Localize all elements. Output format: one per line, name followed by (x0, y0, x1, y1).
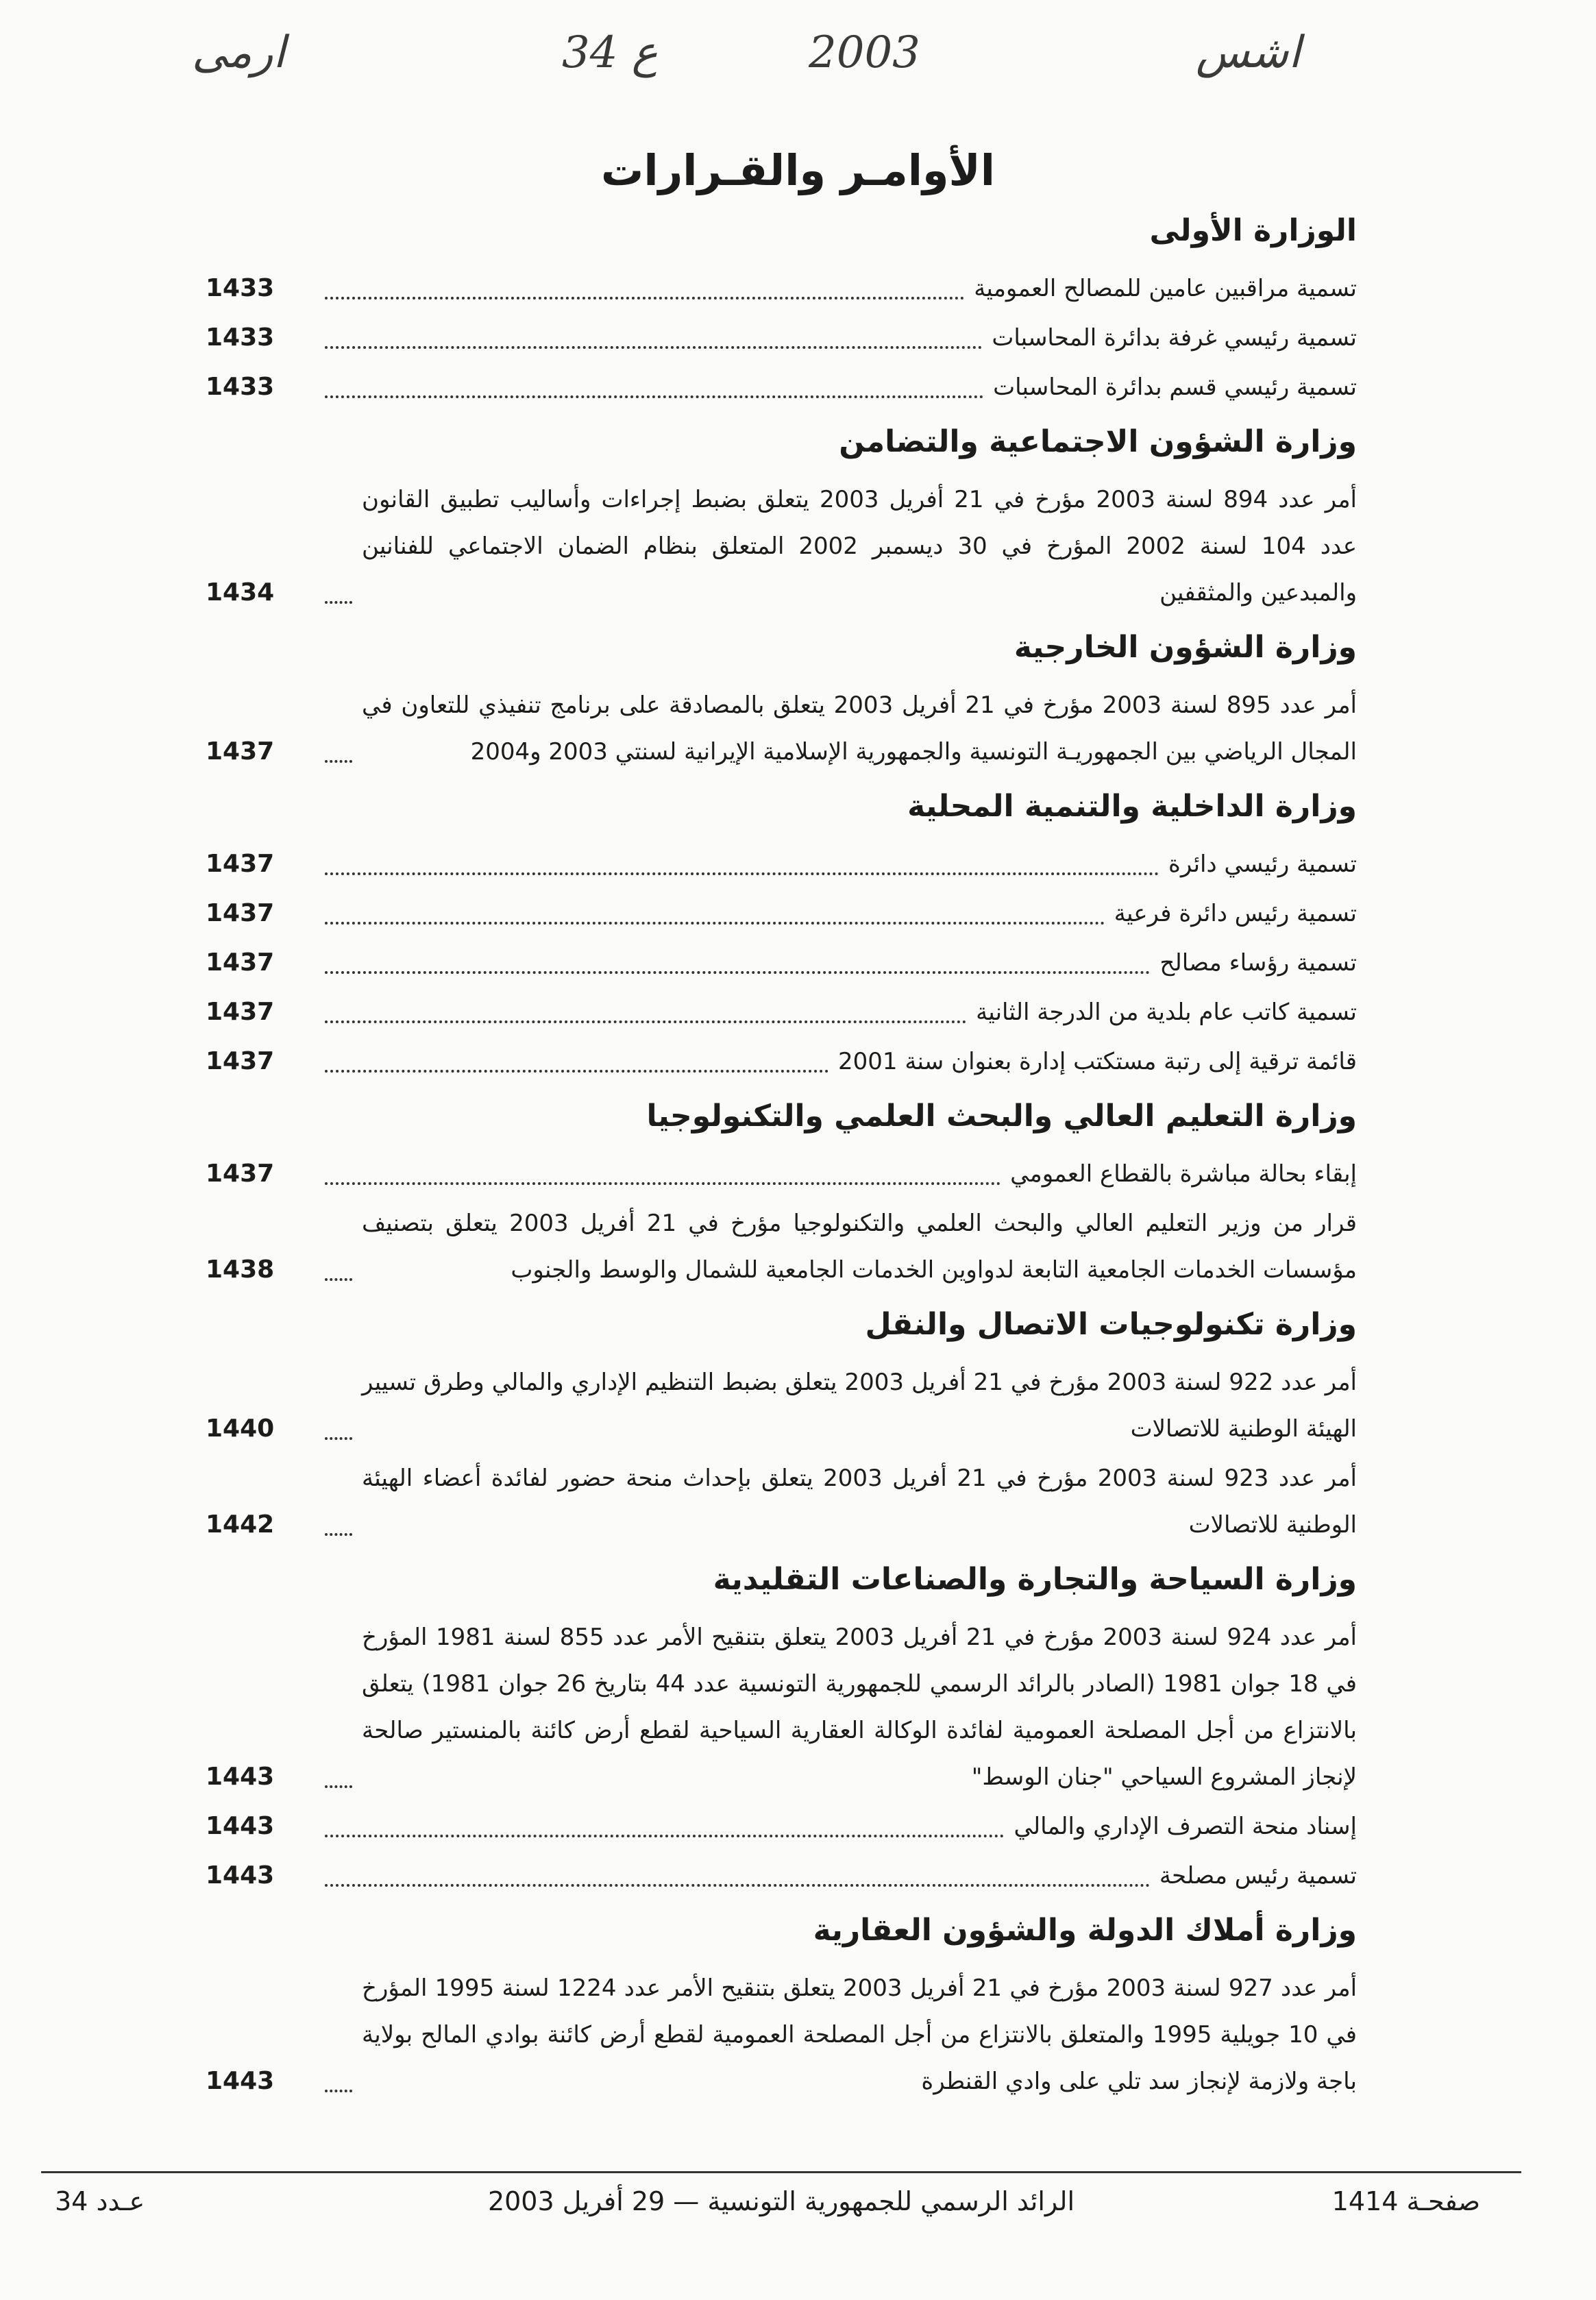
dot-leader (325, 1070, 828, 1073)
entry-text: أمر عدد 924 لسنة 2003 مؤرخ في 21 أفريل 2003 يتعلق بتنقيح الأمر عدد 855 لسنة 1981 المؤرخ في 18 جوان 1981 (الصادر بالرائد الرسمي للجمهورية التونسية عدد 44 بتاريخ 26 جوان 1981) يتعلق بالانتزاع من أجل المصلحة العمومية لفائدة الوكالة العقارية السياحية لقطع أرض كائنة بالمنستير صالحة لإنجاز المشروع السياحي "جنان الوسط" (362, 1624, 1358, 1791)
dot-leader (325, 760, 352, 763)
entry-page-number: 1433 (206, 373, 275, 401)
ministry-section (206, 1094, 1357, 1293)
toc-entry (206, 1151, 1357, 1197)
entry-page-number: 1443 (206, 1763, 275, 1791)
ministry-section (206, 1558, 1357, 1899)
entry-page-number: 1443 (206, 1861, 275, 1889)
toc-entry (206, 989, 1357, 1036)
entry-text: قائمة ترقية إلى رتبة مستكتب إدارة بعنوان سنة 2001 (837, 1048, 1357, 1075)
toc-entry (206, 1038, 1357, 1085)
dot-leader (325, 922, 1105, 925)
entry-text: أمر عدد 922 لسنة 2003 مؤرخ في 21 أفريل 2003 يتعلق بضبط التنظيم الإداري والمالي وطرق تسيير الهيئة الوطنية للاتصالات (362, 1369, 1357, 1443)
entry-text: أمر عدد 895 لسنة 2003 مؤرخ في 21 أفريل 2003 يتعلق بالمصادقة على برنامج تنفيذي للتعاون في المجال الرياضي بين الجمهوريـة التونسية والجمهورية الإسلامية الإيرانية لسنتي 2003 و2004 (362, 692, 1357, 766)
ministry-title: وزارة الشؤون الخارجية (1014, 630, 1357, 665)
ministry-section (206, 785, 1357, 1085)
dot-leader (325, 2090, 352, 2092)
entry-text: أمر عدد 894 لسنة 2003 مؤرخ في 21 أفريل 2003 يتعلق بضبط إجراءات وأساليب تطبيق القانون عدد 104 لسنة 2002 المؤرخ في 30 ديسمبر 2002 المتعلق بنظام الضمان الاجتماعي للفنانين والمبدعين والمثقفين (362, 486, 1357, 607)
ministry-section (206, 420, 1357, 616)
entry-page-number: 1442 (206, 1510, 275, 1539)
toc-entry (206, 265, 1357, 312)
dot-leader (325, 1835, 1004, 1837)
entry-page-number: 1437 (206, 949, 275, 977)
entry-page-number: 1443 (206, 1812, 275, 1840)
ministry-title: وزارة أملاك الدولة والشؤون العقارية (813, 1913, 1357, 1948)
entry-page-number: 1437 (206, 850, 275, 878)
ministry-title: وزارة تكنولوجيات الاتصال والنقل (865, 1307, 1357, 1342)
entry-text: قرار من وزير التعليم العالي والبحث العلمي والتكنولوجيا مؤرخ في 21 أفريل 2003 يتعلق بتصنيف مؤسسات الخدمات الجامعية التابعة لدواوين الخدمات الجامعية للشمال والوسط والجنوب (362, 1210, 1357, 1284)
entry-page-number: 1440 (206, 1415, 275, 1443)
ministry-section (206, 1909, 1357, 2105)
handwritten-note: ﺍﺭﻣﻰ (192, 27, 286, 78)
dot-leader (325, 395, 983, 398)
entry-page-number: 1437 (206, 998, 275, 1026)
entry-page-number: 1443 (206, 2067, 275, 2095)
toc-entry (206, 1614, 1357, 1800)
entry-page-number: 1438 (206, 1256, 275, 1284)
entry-page-number: 1437 (206, 1160, 275, 1188)
entry-text: أمر عدد 927 لسنة 2003 مؤرخ في 21 أفريل 2003 يتعلق بتنقيح الأمر عدد 1224 لسنة 1995 المؤرخ في 10 جويلية 1995 والمتعلق بالانتزاع من أجل المصلحة العمومية لقطع أرض كائنة بوادي المالح بولاية باجة ولازمة لإنجاز سد تلي على وادي القنطرة (362, 1974, 1358, 2095)
table-of-contents (206, 209, 1357, 2114)
toc-entry (206, 890, 1357, 937)
entry-page-number: 1437 (206, 1047, 275, 1075)
entry-text: تسمية رئيسي قسم بدائرة المحاسبات (993, 374, 1357, 401)
entry-text: إسناد منحة التصرف الإداري والمالي (1014, 1813, 1357, 1840)
dot-leader (325, 872, 1159, 875)
dot-leader (325, 971, 1150, 974)
dot-leader (325, 1182, 1000, 1185)
ministry-section (206, 626, 1357, 775)
entry-text: تسمية رؤساء مصالح (1159, 949, 1357, 977)
handwritten-note: ﺍﺷﺲ (1196, 27, 1301, 78)
page-title: الأوامـر والقـرارات (601, 145, 995, 195)
ministry-title: وزارة الشؤون الاجتماعية والتضامن (839, 424, 1357, 459)
dot-leader (325, 1437, 352, 1440)
issue-number: عـدد 34 (55, 2186, 145, 2216)
ministry-section (206, 1303, 1357, 1548)
toc-entry (206, 940, 1357, 986)
handwritten-note: 2003 (809, 27, 920, 78)
page-number: صفحـة 1414 (1331, 2186, 1480, 2216)
entry-text: تسمية مراقبين عامين للمصالح العمومية (974, 275, 1357, 302)
toc-entry (206, 1852, 1357, 1899)
toc-entry (206, 1455, 1357, 1548)
entry-page-number: 1434 (206, 578, 275, 607)
entry-text: تسمية رئيسي دائرة (1168, 851, 1357, 878)
toc-entry (206, 476, 1357, 616)
toc-entry (206, 315, 1357, 361)
dot-leader (325, 297, 964, 299)
toc-entry (206, 1359, 1357, 1452)
ministry-title: الوزارة الأولى (1149, 213, 1357, 248)
entry-page-number: 1433 (206, 274, 275, 302)
dot-leader (325, 1533, 352, 1536)
toc-entry (206, 364, 1357, 411)
ministry-section (206, 209, 1357, 411)
toc-entry (206, 1803, 1357, 1850)
toc-entry (206, 1965, 1357, 2105)
ministry-title: وزارة السياحة والتجارة والصناعات التقليدية (713, 1562, 1357, 1597)
page-footer (41, 2186, 1521, 2227)
dot-leader (325, 1020, 966, 1023)
toc-entry (206, 1200, 1357, 1293)
toc-entry (206, 841, 1357, 888)
dot-leader (325, 1278, 352, 1281)
dot-leader (325, 1785, 352, 1788)
footer-divider (41, 2171, 1521, 2173)
entry-page-number: 1433 (206, 323, 275, 352)
ministry-title: وزارة التعليم العالي والبحث العلمي والتكنولوجيا (646, 1099, 1357, 1134)
dot-leader (325, 1884, 1150, 1887)
handwritten-note: 34 ع (562, 27, 658, 78)
entry-text: تسمية رئيس دائرة فرعية (1114, 900, 1357, 927)
entry-page-number: 1437 (206, 737, 275, 766)
entry-text: تسمية رئيس مصلحة (1159, 1862, 1357, 1889)
entry-page-number: 1437 (206, 899, 275, 927)
entry-text: تسمية كاتب عام بلدية من الدرجة الثانية (976, 999, 1357, 1026)
dot-leader (325, 601, 352, 604)
entry-text: إبقاء بحالة مباشرة بالقطاع العمومي (1010, 1160, 1357, 1188)
dot-leader (325, 346, 982, 349)
toc-entry (206, 682, 1357, 775)
ministry-title: وزارة الداخلية والتنمية المحلية (907, 789, 1357, 824)
entry-text: تسمية رئيسي غرفة بدائرة المحاسبات (992, 324, 1357, 352)
journal-title: الرائد الرسمي للجمهورية التونسية — 29 أفريل 2003 (487, 2186, 1075, 2216)
entry-text: أمر عدد 923 لسنة 2003 مؤرخ في 21 أفريل 2003 يتعلق بإحداث منحة حضور لفائدة أعضاء الهيئة الوطنية للاتصالات (362, 1465, 1357, 1539)
